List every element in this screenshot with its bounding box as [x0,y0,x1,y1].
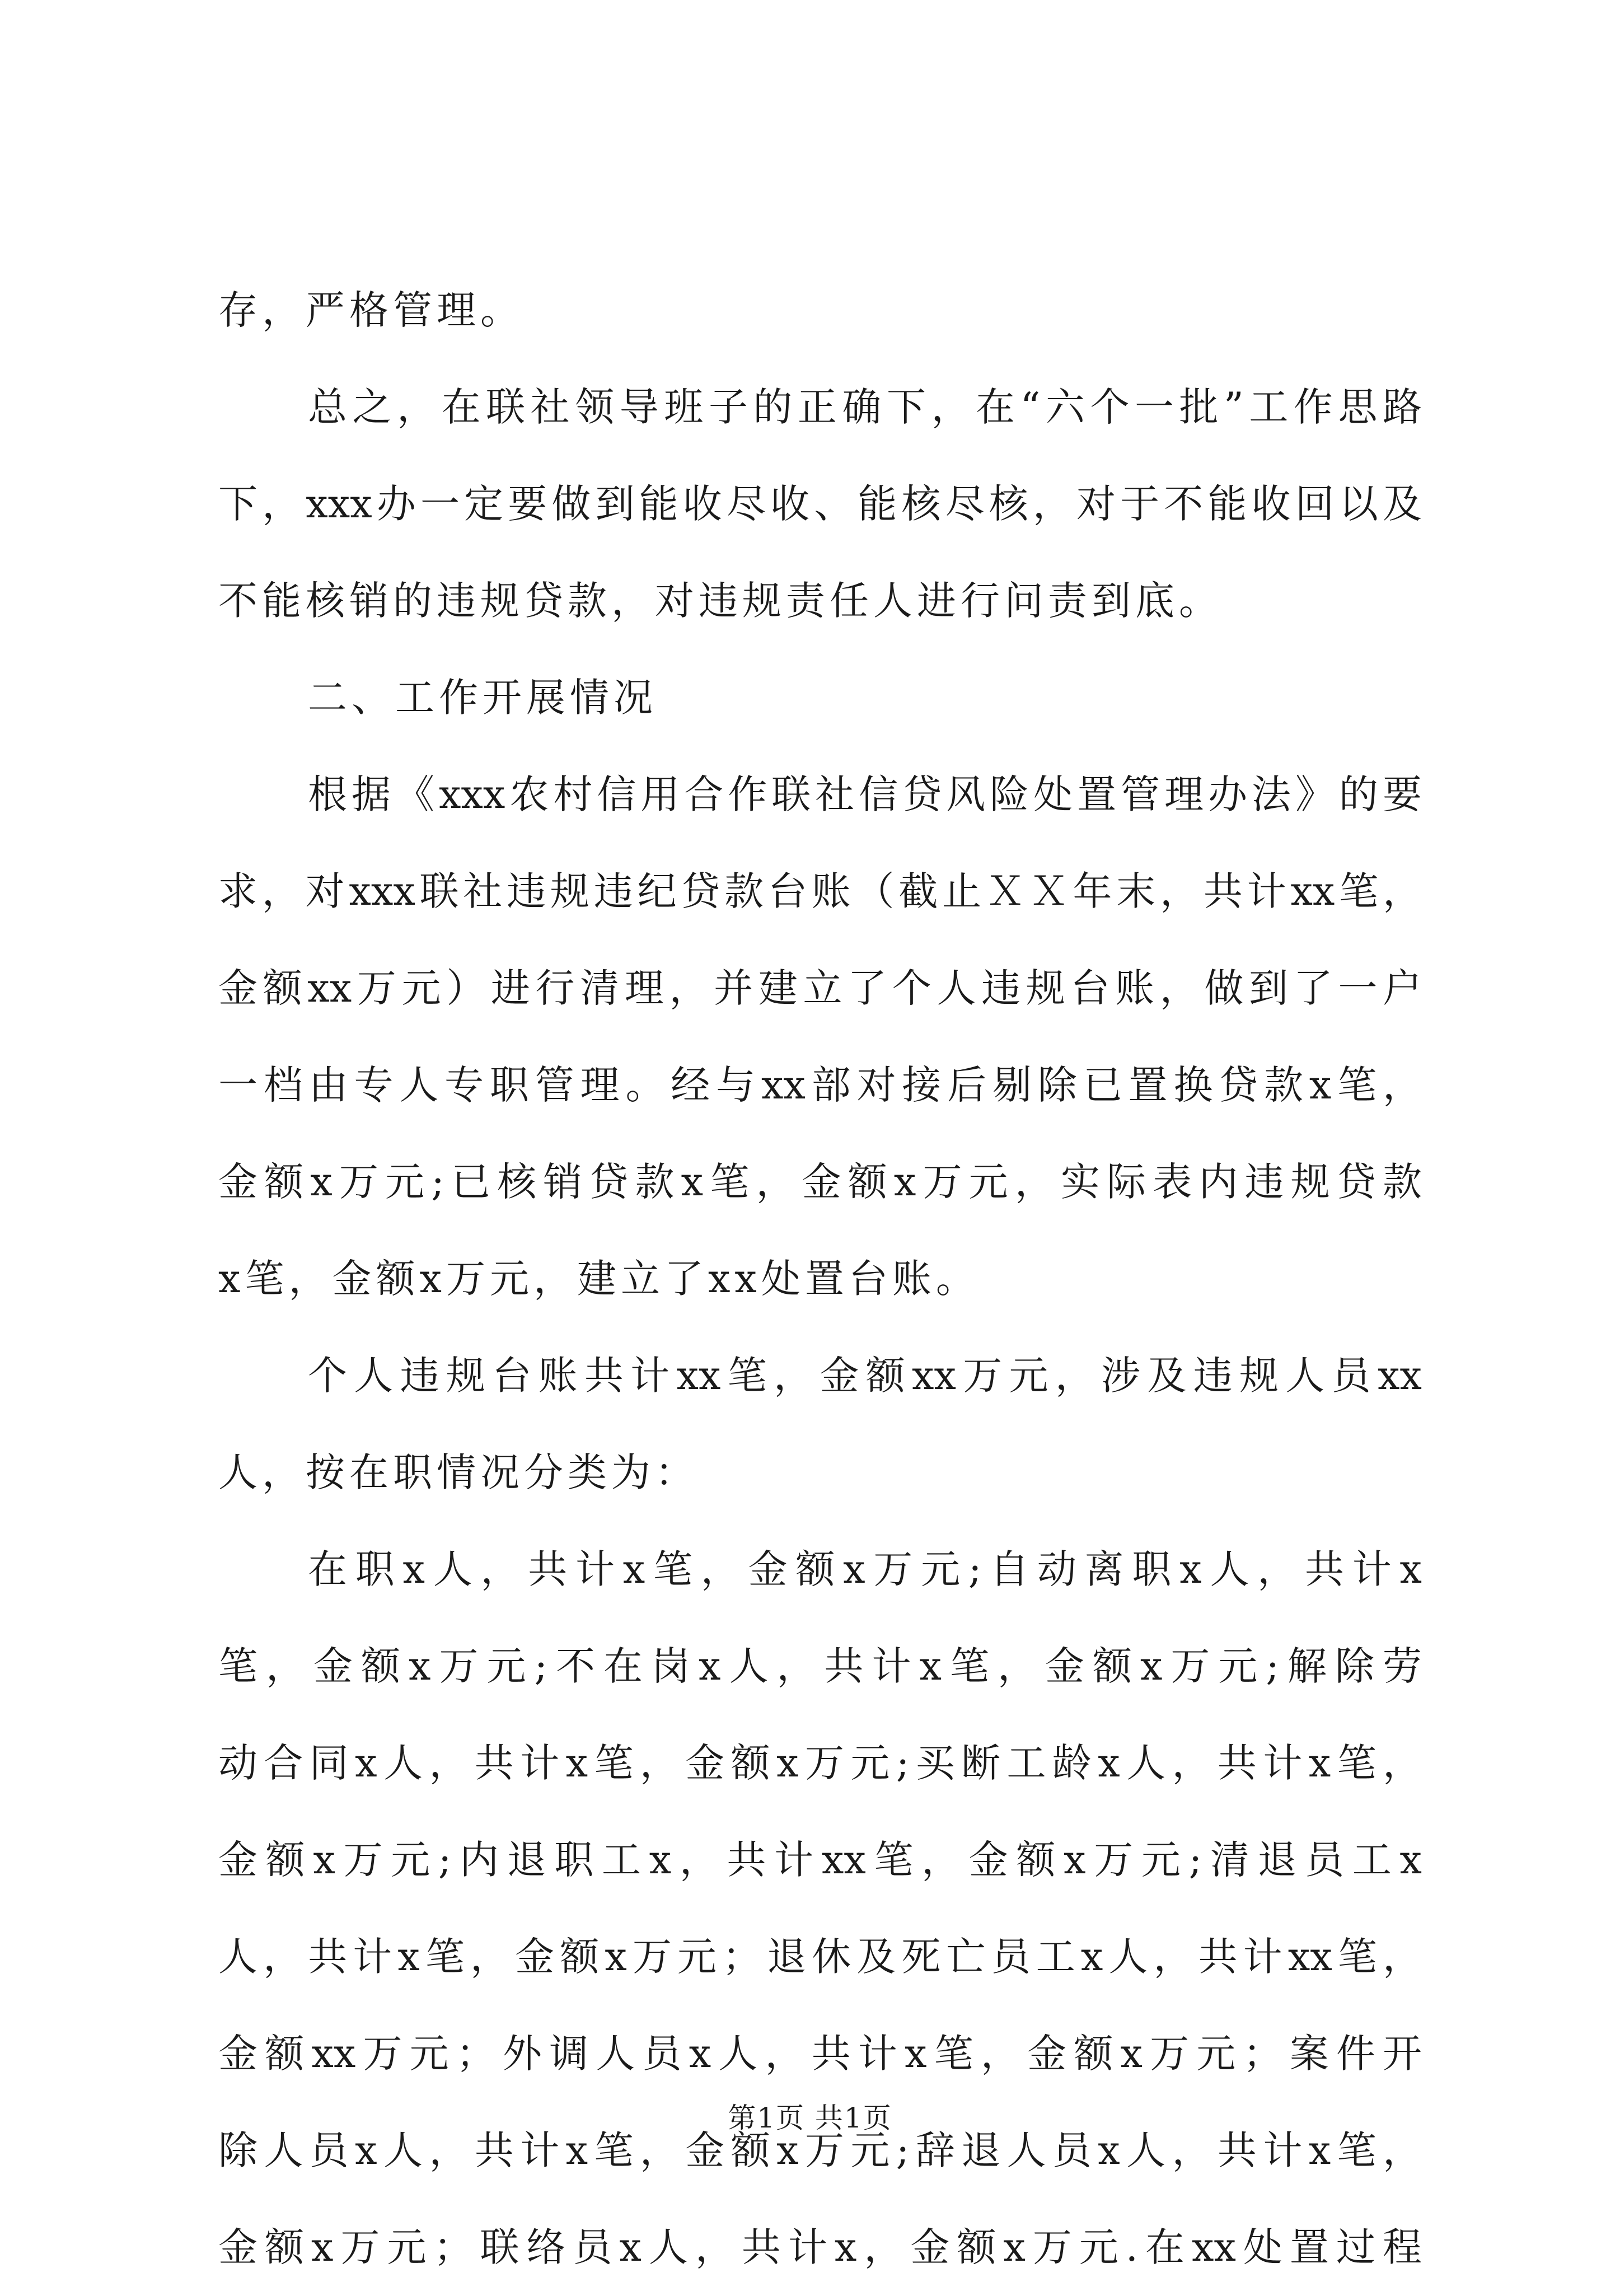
text-line: 金额x万元;内退职工x，共计xx笔，金额x万元;清退员工x [218,1837,1422,1883]
page-number: 第1页 共1页 [728,2102,892,2134]
text-line: 除人员x人，共计x笔，金额x万元;辞退人员x人，共计x笔， [218,2127,1422,2173]
text-line: 求，对xxx联社违规违纪贷款台账（截止ＸＸ年末，共计xx笔， [218,868,1422,914]
text-line: 一档由专人专职管理。经与xx部对接后剔除已置换贷款x笔， [218,1062,1422,1108]
text-line: x笔，金额x万元，建立了xx处置台账。 [218,1256,980,1302]
text-line: 下，xxx办一定要做到能收尽收、能核尽核，对于不能收回以及 [218,481,1422,527]
section-heading: 二、工作开展情况 [308,675,657,721]
text-line: 笔，金额x万元;不在岗x人，共计x笔，金额x万元;解除劳 [218,1643,1422,1689]
text-line: 不能核销的违规贷款，对违规责任人进行问责到底。 [218,578,1223,624]
text-line: 在职x人，共计x笔，金额x万元;自动离职x人，共计x [308,1546,1422,1592]
page-footer [0,2098,1620,2138]
text-line: 根据《xxx农村信用合作联社信贷风险处置管理办法》的要 [308,771,1422,817]
text-line: 存，严格管理。 [218,287,524,333]
text-line: 总之，在联社领导班子的正确下，在“六个一批”工作思路 [308,384,1422,430]
text-line: 个人违规台账共计xx笔，金额xx万元，涉及违规人员xx [308,1353,1422,1399]
text-line: 金额xx万元；外调人员x人，共计x笔，金额x万元；案件开 [218,2031,1422,2077]
text-line: 金额xx万元）进行清理，并建立了个人违规台账，做到了一户 [218,965,1422,1011]
document-body [218,262,1422,2296]
text-line: 人，按在职情况分类为： [218,1449,699,1495]
text-line: 金额x万元;已核销贷款x笔，金额x万元，实际表内违规贷款 [218,1159,1422,1205]
text-line: 人，共计x笔，金额x万元；退休及死亡员工x人，共计xx笔， [218,1934,1422,1980]
text-line: 动合同x人，共计x笔，金额x万元;买断工龄x人，共计x笔， [218,1740,1422,1786]
text-line: 金额x万元；联络员x人，共计x，金额x万元.在xx处置过程 [218,2224,1422,2270]
